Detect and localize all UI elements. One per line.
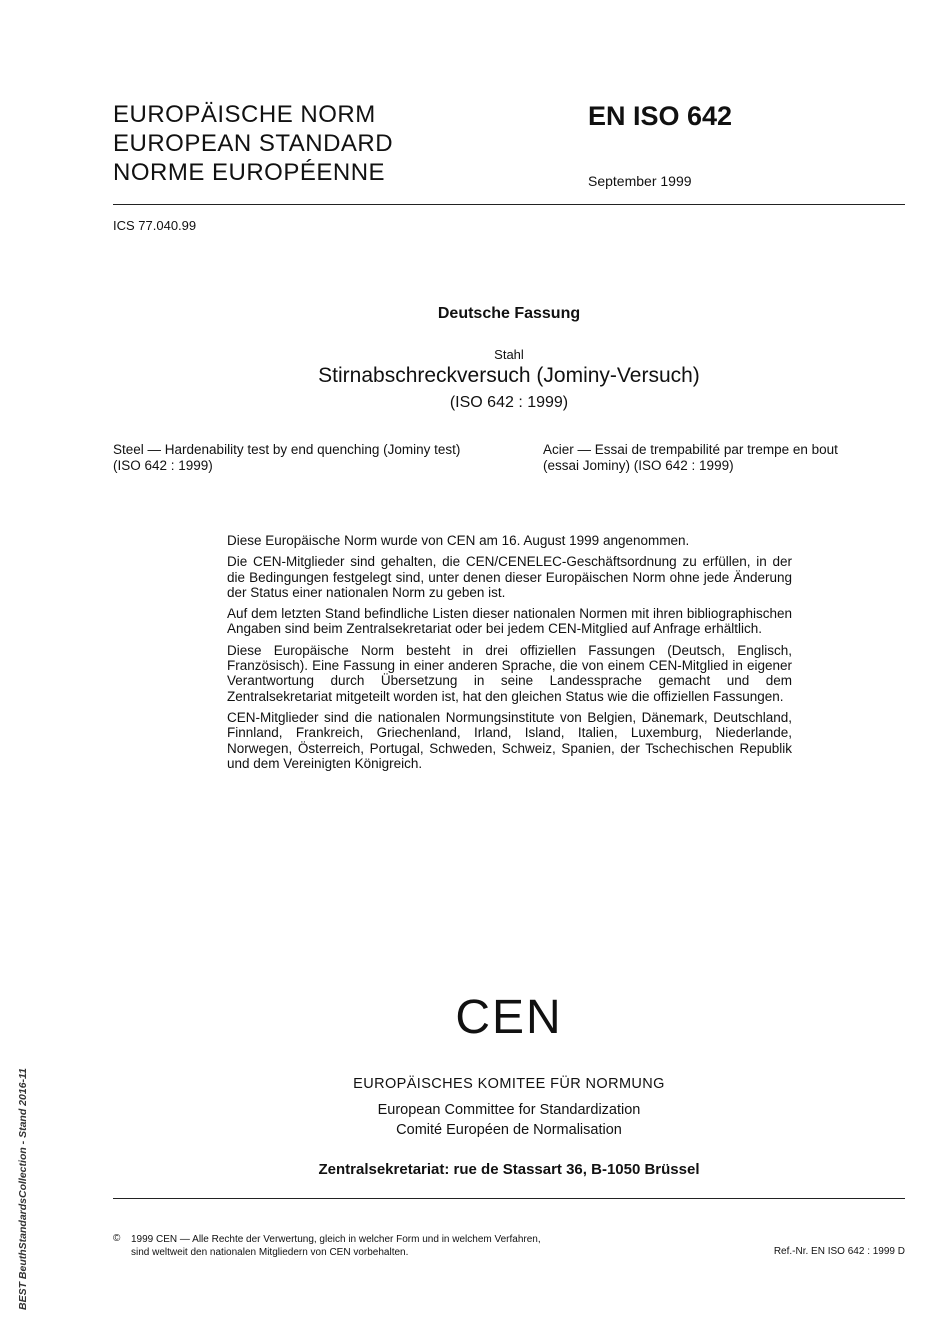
publication-date: September 1999 — [588, 173, 692, 189]
copyright-notice — [131, 1233, 541, 1259]
adoption-paragraph: Diese Europäische Norm wurde von CEN am 16. August 1999 angenommen. — [227, 533, 690, 548]
english-title-line2: (ISO 642 : 1999) — [113, 458, 213, 473]
adoption-notice — [227, 533, 792, 777]
document-title: Stirnabschreckversuch (Jominy-Versuch) — [318, 364, 700, 387]
copyright-line2: sind weltweit den nationalen Mitgliedern von CEN vorbehalten. — [131, 1247, 409, 1258]
side-watermark: BEST BeuthStandardsCollection - Stand 2016-11 — [17, 1068, 29, 1310]
secretariat-address: Zentralsekretariat: rue de Stassart 36, B-1050 Brüssel — [318, 1161, 700, 1178]
committee-name-fr: Comité Européen de Normalisation — [396, 1122, 622, 1138]
english-title — [113, 442, 493, 474]
french-title-line2: (essai Jominy) (ISO 642 : 1999) — [543, 458, 734, 473]
norm-heading-de: EUROPÄISCHE NORM — [113, 101, 376, 128]
cen-logo: CEN — [455, 991, 563, 1044]
header-divider — [113, 204, 905, 205]
norm-heading-fr: NORME EUROPÉENNE — [113, 159, 386, 186]
lists-paragraph: Auf dem letzten Stand befindliche Listen dieser nationalen Normen mit ihren bibliographischen Angaben sind beim Zentralsekretariat oder bei jedem CEN-Mitglied auf Anfrage erhältlich. — [227, 606, 792, 637]
ics-code: ICS 77.040.99 — [113, 218, 197, 233]
subject-label: Stahl — [494, 347, 524, 362]
norm-heading — [113, 100, 393, 187]
french-title-line1: Acier — Essai de trempabilité par trempe en bout — [543, 442, 838, 457]
french-title — [543, 442, 923, 474]
copyright-symbol: © — [113, 1233, 121, 1244]
members-paragraph: CEN-Mitglieder sind die nationalen Normungsinstitute von Belgien, Dänemark, Deutschland, Finnland, Frankreich, Griechenland, Irland, Island, Italien, Luxemburg, Niederlande, Norwegen, Österreich, Portugal, Schweden, Schweiz, Spanien, der Tschechischen Republik und dem Vereinigten Königreich. — [227, 709, 792, 771]
footer-divider — [113, 1198, 905, 1199]
versions-paragraph: Diese Europäische Norm besteht in drei offiziellen Fassungen (Deutsch, Englisch, Französisch). Eine Fassung in einer anderen Sprache, die von einem CEN-Mitglied in eigener Verantwortung durch Übersetzung in seine Landessprache gemacht und dem Zentralsekretariat mitgeteilt worden ist, hat den gleichen Status wie die offiziellen Fassungen. — [227, 642, 792, 704]
committee-name-de: EUROPÄISCHES KOMITEE FÜR NORMUNG — [353, 1076, 665, 1092]
committee-name-en: European Committee for Standardization — [377, 1102, 641, 1118]
reference-number: Ref.-Nr. EN ISO 642 : 1999 D — [773, 1246, 905, 1257]
version-label: Deutsche Fassung — [437, 305, 581, 322]
copyright-line1: 1999 CEN — Alle Rechte der Verwertung, gleich in welcher Form und in welchem Verfahren, — [131, 1234, 541, 1245]
norm-heading-en: EUROPEAN STANDARD — [113, 130, 394, 157]
english-title-line1: Steel — Hardenability test by end quenching (Jominy test) — [113, 442, 461, 457]
obligations-paragraph: Die CEN-Mitglieder sind gehalten, die CEN/CENELEC-Geschäftsordnung zu erfüllen, in der die Bedingungen festgelegt sind, unter denen dieser Europäischen Norm ohne jede Änderung der Status einer nationalen Norm zu geben ist. — [227, 554, 792, 600]
standard-number: EN ISO 642 — [588, 101, 733, 131]
iso-reference: (ISO 642 : 1999) — [449, 394, 569, 411]
